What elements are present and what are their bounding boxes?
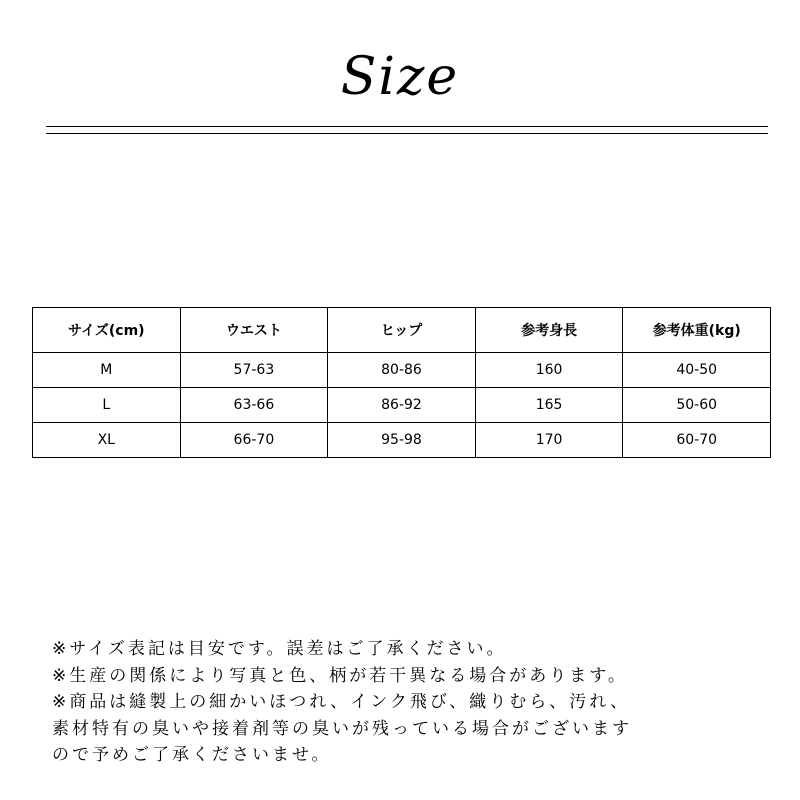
cell-height: 165 xyxy=(475,388,623,423)
header-divider-top xyxy=(46,126,768,127)
cell-weight: 40-50 xyxy=(623,353,771,388)
table-row xyxy=(33,388,771,423)
note-line: ※商品は縫製上の細かいほつれ、インク飛び、織りむら、汚れ、 xyxy=(52,692,631,712)
cell-hip: 95-98 xyxy=(328,423,476,458)
cell-weight: 50-60 xyxy=(623,388,771,423)
cell-height: 170 xyxy=(475,423,623,458)
header-waist: ウエスト xyxy=(180,308,328,353)
note-line: ので予めご了承くださいませ。 xyxy=(52,745,332,765)
header-hip: ヒップ xyxy=(328,308,476,353)
table-header-row xyxy=(33,308,771,353)
cell-size: L xyxy=(33,388,181,423)
header-size: サイズ(cm) xyxy=(33,308,181,353)
note-line: ※生産の関係により写真と色、柄が若干異なる場合があります。 xyxy=(52,665,628,686)
note-line: ※サイズ表記は目安です。誤差はご了承ください。 xyxy=(52,639,507,659)
cell-height: 160 xyxy=(475,353,623,388)
table-row xyxy=(33,353,771,388)
header-weight: 参考体重(kg) xyxy=(623,308,771,353)
header-divider-bottom xyxy=(46,133,768,134)
page-title: Size xyxy=(340,47,460,107)
cell-weight: 60-70 xyxy=(623,423,771,458)
header-height: 参考身長 xyxy=(475,308,623,353)
cell-waist: 57-63 xyxy=(180,353,328,388)
cell-hip: 80-86 xyxy=(328,353,476,388)
cell-waist: 63-66 xyxy=(180,388,328,423)
cell-hip: 86-92 xyxy=(328,388,476,423)
size-chart-table xyxy=(32,307,771,458)
cell-size: M xyxy=(33,353,181,388)
notes-list xyxy=(52,636,772,769)
table-row xyxy=(33,423,771,458)
note-line: 素材特有の臭いや接着剤等の臭いが残っている場合がございます xyxy=(52,718,632,739)
cell-waist: 66-70 xyxy=(180,423,328,458)
cell-size: XL xyxy=(33,423,181,458)
